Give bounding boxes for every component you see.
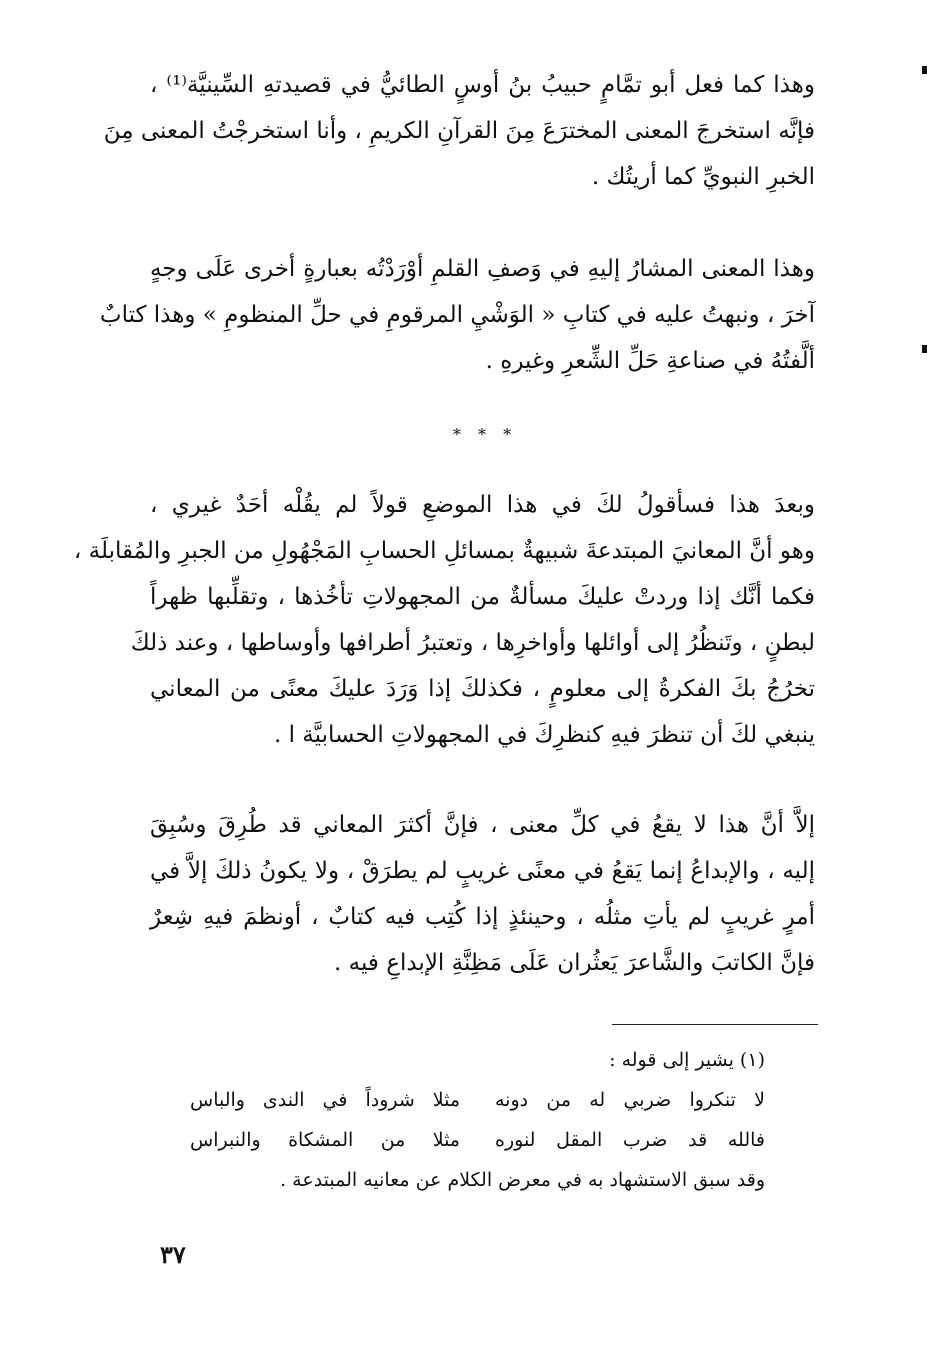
verse-second-hemistich: مثلا شروداً في الندى والباس bbox=[190, 1089, 460, 1111]
paragraph-2 bbox=[99, 246, 815, 384]
page-number: ٣٧ bbox=[160, 1240, 186, 1269]
text-line: الخبرِ النبويِّ كما أريتُك . bbox=[591, 164, 815, 190]
footnote-intro: (١) يشير إلى قوله : bbox=[609, 1049, 765, 1071]
text-line: لبطنٍ ، وتَنظُرُ إلى أوائلها وأواخرِها ، وتعتبرُ أطرافها وأوساطها ، وعند ذلكَ bbox=[130, 630, 815, 656]
text-line: أمرٍ غريبٍ لم يأتِ مثلُه ، وحينئذٍ إذا كُتِب فيه كتابٌ ، أونظمَ فيهِ شِعرٌ bbox=[150, 904, 815, 930]
text-line: ألَّفتُهُ في صناعةِ حَلِّ الشِّعرِ وغيرهِ . bbox=[485, 348, 815, 374]
text-line: إليه ، والإبداعُ إنما يَقعُ في معنًى غريبٍ لم يطرَقْ ، ولا يكونُ ذلكَ إلاَّ في bbox=[150, 858, 815, 884]
verse-first-hemistich: لا تنكروا ضربي له من دونه bbox=[495, 1089, 765, 1111]
footnote-verse bbox=[190, 1120, 765, 1160]
verse-first-hemistich: فالله قد ضرب المقل لنوره bbox=[495, 1129, 765, 1151]
text-line: فإنَّ الكاتبَ والشَّاعرَ يَعثُران عَلَى مَظِنَّةِ الإبداعِ فيه . bbox=[334, 950, 815, 976]
text-line: فإنَّه استخرجَ المعنى المخترَعَ مِنَ القرآنِ الكريمِ ، وأنا استخرجْتُ المعنى مِنَ bbox=[103, 118, 815, 144]
margin-mark bbox=[922, 66, 927, 74]
footnote-verse bbox=[190, 1080, 765, 1120]
footnote-note: وقد سبق الاستشهاد به في معرض الكلام عن معانيه المبتدعة . bbox=[280, 1169, 765, 1191]
footnote bbox=[190, 1040, 765, 1200]
footnote-divider bbox=[612, 1024, 818, 1025]
text-line: إلاَّ أنَّ هذا لا يقعُ في كلِّ معنى ، فإنَّ أكثرَ المعاني قد طُرِقَ وسُبِقَ bbox=[150, 812, 815, 838]
text-line: وهو أنَّ المعانيَ المبتدعةَ شبيهةٌ بمسائلِ الحسابِ المَجْهُولِ من الجبرِ والمُقابلَة ، bbox=[73, 538, 815, 564]
text-line: وهذا المعنى المشارُ إليهِ في وَصفِ القلمِ أوْرَدْتُه بعبارةٍ أخرى عَلَى وجهٍ bbox=[150, 256, 815, 282]
text-line: وبعدَ هذا فسأقولُ لكَ في هذا الموضعِ قولاً لم يقُلْه أحَدٌ غيري ، bbox=[150, 492, 815, 518]
text-line: تخرُجُ بكَ الفكرةُ إلى معلومٍ ، فكذلكَ إذا وَرَدَ عليكَ معنًى من المعاني bbox=[150, 676, 815, 702]
text-line: ينبغي لكَ أن تنظرَ فيهِ كنظرِكَ في المجهولاتِ الحسابيَّة ا . bbox=[273, 722, 815, 748]
text-line: فكما أنَّك إذا وردتْ عليكَ مسألةٌ من المجهولاتِ تأخُذها ، وتقلِّبها ظهراً bbox=[150, 584, 815, 610]
verse-second-hemistich: مثلا من المشكاة والنبراس bbox=[190, 1129, 460, 1151]
paragraph-1 bbox=[103, 62, 815, 200]
paragraph-3 bbox=[73, 482, 815, 758]
paragraph-4 bbox=[150, 802, 815, 986]
text-line: آخرَ ، ونبهتُ عليه في كتابِ « الوَشْيِ المرقومِ في حلِّ المنظومِ » وهذا كتابٌ bbox=[99, 302, 815, 328]
margin-mark bbox=[922, 345, 927, 353]
section-separator: * * * bbox=[452, 425, 518, 444]
text-line: وهذا كما فعل أبو تمَّامٍ حبيبُ بنُ أوسٍ الطائيُّ في قصيدتهِ السِّينيَّة⁽¹⁾ ، bbox=[150, 72, 815, 98]
